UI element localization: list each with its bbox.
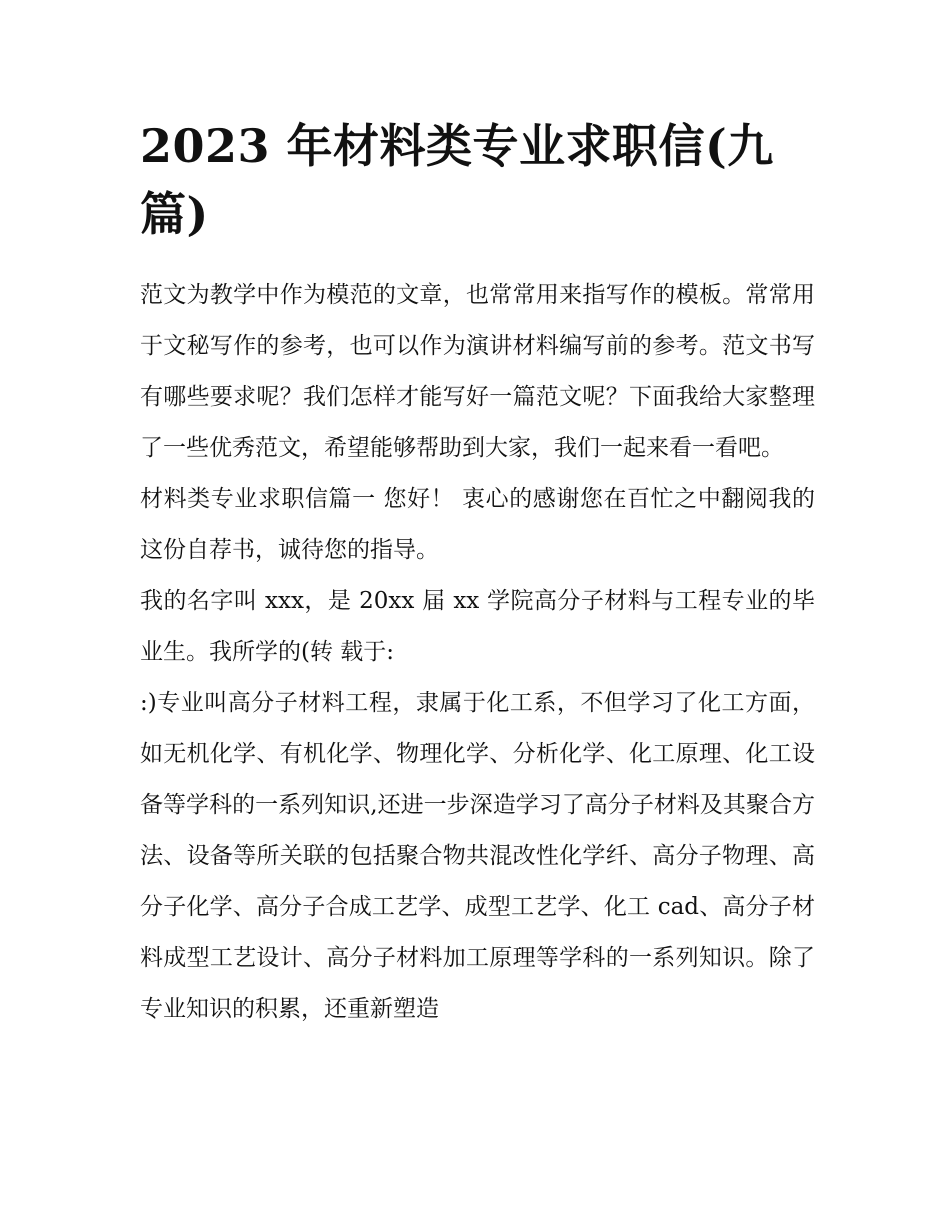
greeting-paragraph: 材料类专业求职信篇一 您好！ 衷心的感谢您在百忙之中翻阅我的这份自荐书，诚待您的指导。 [140, 486, 815, 563]
intro-paragraph: 范文为教学中作为模范的文章，也常常用来指写作的模板。常常用于文秘写作的参考，也可以作为演讲材料编写前的参考。范文书写有哪些要求呢？我们怎样才能写好一篇范文呢？下面我给大家整理了一些优秀范文，希望能够帮助到大家，我们一起来看一看吧。 [140, 282, 815, 461]
document-page [140, 112, 815, 1035]
self-introduction-paragraph: 我的名字叫 xxx，是 20xx 届 xx 学院高分子材料与工程专业的毕业生。我所学的(转 载于: [140, 588, 815, 665]
document-title: 2023 年材料类专业求职信(九篇) [140, 119, 774, 241]
major-description-paragraph: :)专业叫高分子材料工程，隶属于化工系，不但学习了化工方面，如无机化学、有机化学、物理化学、分析化学、化工原理、化工设备等学科的一系列知识,还进一步深造学习了高分子材料及其聚合方法、设备等所关联的包括聚合物共混改性化学纤、高分子物理、高分子化学、高分子合成工艺学、成型工艺学、化工 cad、高分子材料成型工艺设计、高分子材料加工原理等学科的一系列知识。除了专业知识的积累，还重新塑造 [140, 690, 815, 1022]
